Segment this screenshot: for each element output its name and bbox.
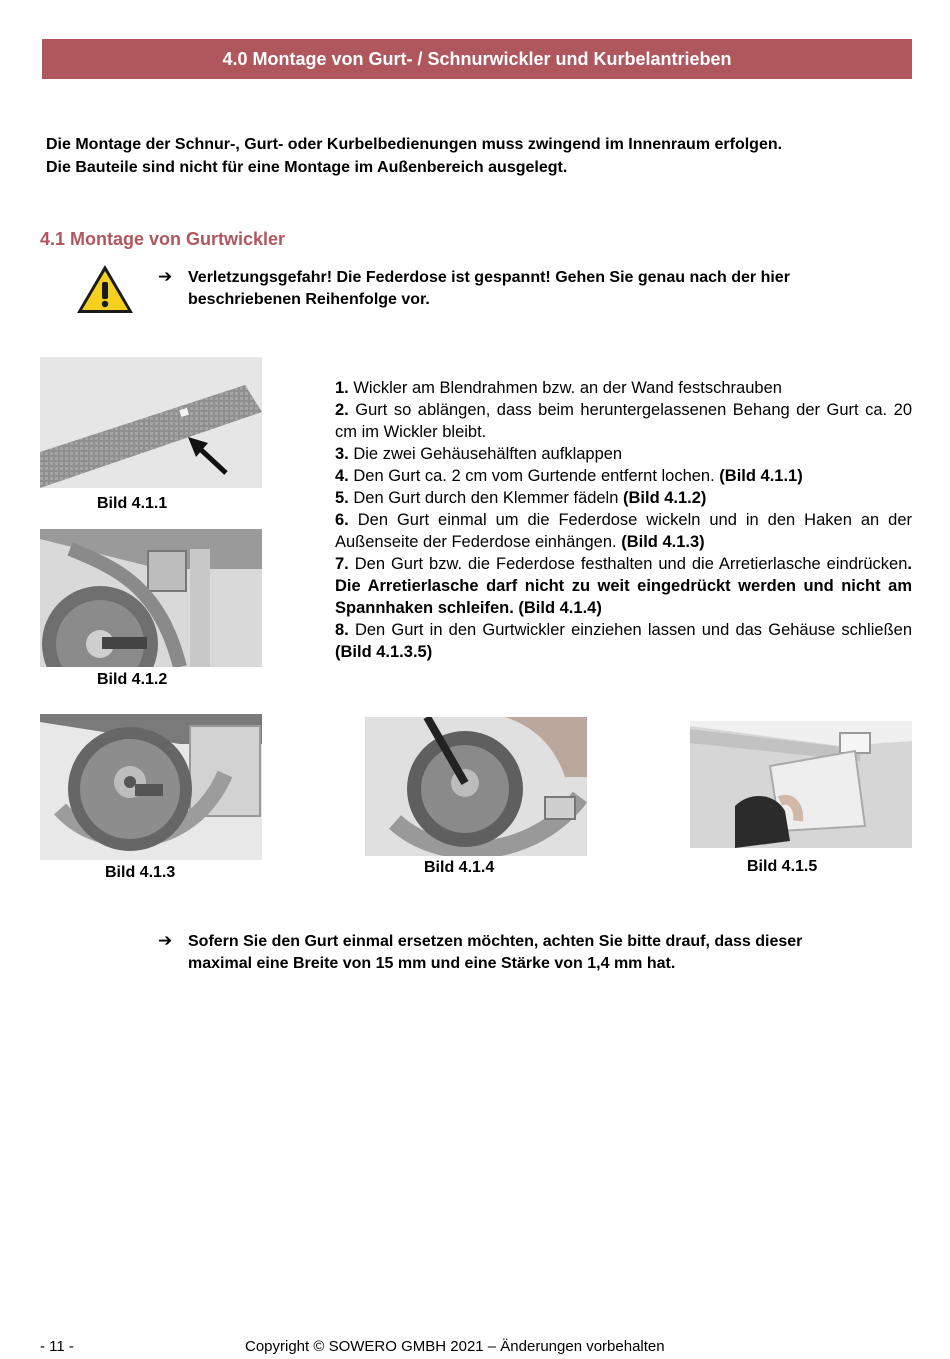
step-4: 4. Den Gurt ca. 2 cm vom Gurtende entfernt lochen. (Bild 4.1.1) <box>335 467 803 485</box>
note-line-2: maximal eine Breite von 15 mm und eine Stärke von 1,4 mm hat. <box>188 955 676 972</box>
intro-line-1: Die Montage der Schnur-, Gurt- oder Kurbelbedienungen muss zwingend im Innenraum erfolgen. <box>46 136 783 153</box>
note-arrow-icon: ➔ <box>158 931 173 950</box>
chapter-header <box>42 39 912 79</box>
figure-caption-4-1-1: Bild 4.1.1 <box>97 495 168 512</box>
figure-caption-4-1-5: Bild 4.1.5 <box>747 858 818 875</box>
chapter-title: 4.0 Montage von Gurt- / Schnurwickler und Kurbelantrieben <box>222 48 732 69</box>
step-7: 7. Den Gurt bzw. die Federdose festhalten und die Arretierlasche eindrücken. Die Arretierlasche darf nicht zu weit eingedrückt werden und nicht am Spannhaken schleifen. (Bild 4.1.4) <box>335 555 912 617</box>
warning-icon <box>75 263 135 315</box>
figure-caption-4-1-4: Bild 4.1.4 <box>424 859 495 876</box>
assembly-steps <box>335 377 912 663</box>
step-6: 6. Den Gurt einmal um die Federdose wickeln und in den Haken an der Außenseite der Federdose einhängen. (Bild 4.1.3) <box>335 511 912 551</box>
page-number: - 11 - <box>40 1338 74 1355</box>
photo-belt-hole <box>40 357 262 488</box>
warning-line-1: Verletzungsgefahr! Die Federdose ist gespannt! Gehen Sie genau nach der hier <box>188 269 790 286</box>
step-5: 5. Den Gurt durch den Klemmer fädeln (Bild 4.1.2) <box>335 489 707 507</box>
photo-closed-housing <box>690 721 912 848</box>
copyright-notice: Copyright © SOWERO GMBH 2021 – Änderungen vorbehalten <box>245 1338 665 1355</box>
belt-replacement-note <box>188 931 888 975</box>
photo-belt-clamp <box>40 529 262 667</box>
note-line-1: Sofern Sie den Gurt einmal ersetzen möchten, achten Sie bitte drauf, dass dieser <box>188 933 803 950</box>
figure-caption-4-1-2: Bild 4.1.2 <box>97 671 168 688</box>
step-3: 3. Die zwei Gehäusehälften aufklappen <box>335 445 623 463</box>
warning-text <box>188 267 908 311</box>
step-2: 2. Gurt so ablängen, dass beim heruntergelassenen Behang der Gurt ca. 20 cm im Wickler bleibt. <box>335 401 912 441</box>
intro-paragraph <box>46 133 916 179</box>
step-8: 8. Den Gurt in den Gurtwickler einziehen lassen und das Gehäuse schließen (Bild 4.1.3.5) <box>335 621 912 661</box>
warning-arrow-icon: ➔ <box>158 267 173 286</box>
step-1: 1. Wickler am Blendrahmen bzw. an der Wand festschrauben <box>335 379 782 397</box>
section-title: 4.1 Montage von Gurtwickler <box>40 229 286 249</box>
photo-spring-box-belt <box>40 714 262 860</box>
photo-lock-tab <box>365 717 587 856</box>
figure-caption-4-1-3: Bild 4.1.3 <box>105 864 176 881</box>
intro-line-2: Die Bauteile sind nicht für eine Montage im Außenbereich ausgelegt. <box>46 159 568 176</box>
warning-line-2: beschriebenen Reihenfolge vor. <box>188 291 430 308</box>
